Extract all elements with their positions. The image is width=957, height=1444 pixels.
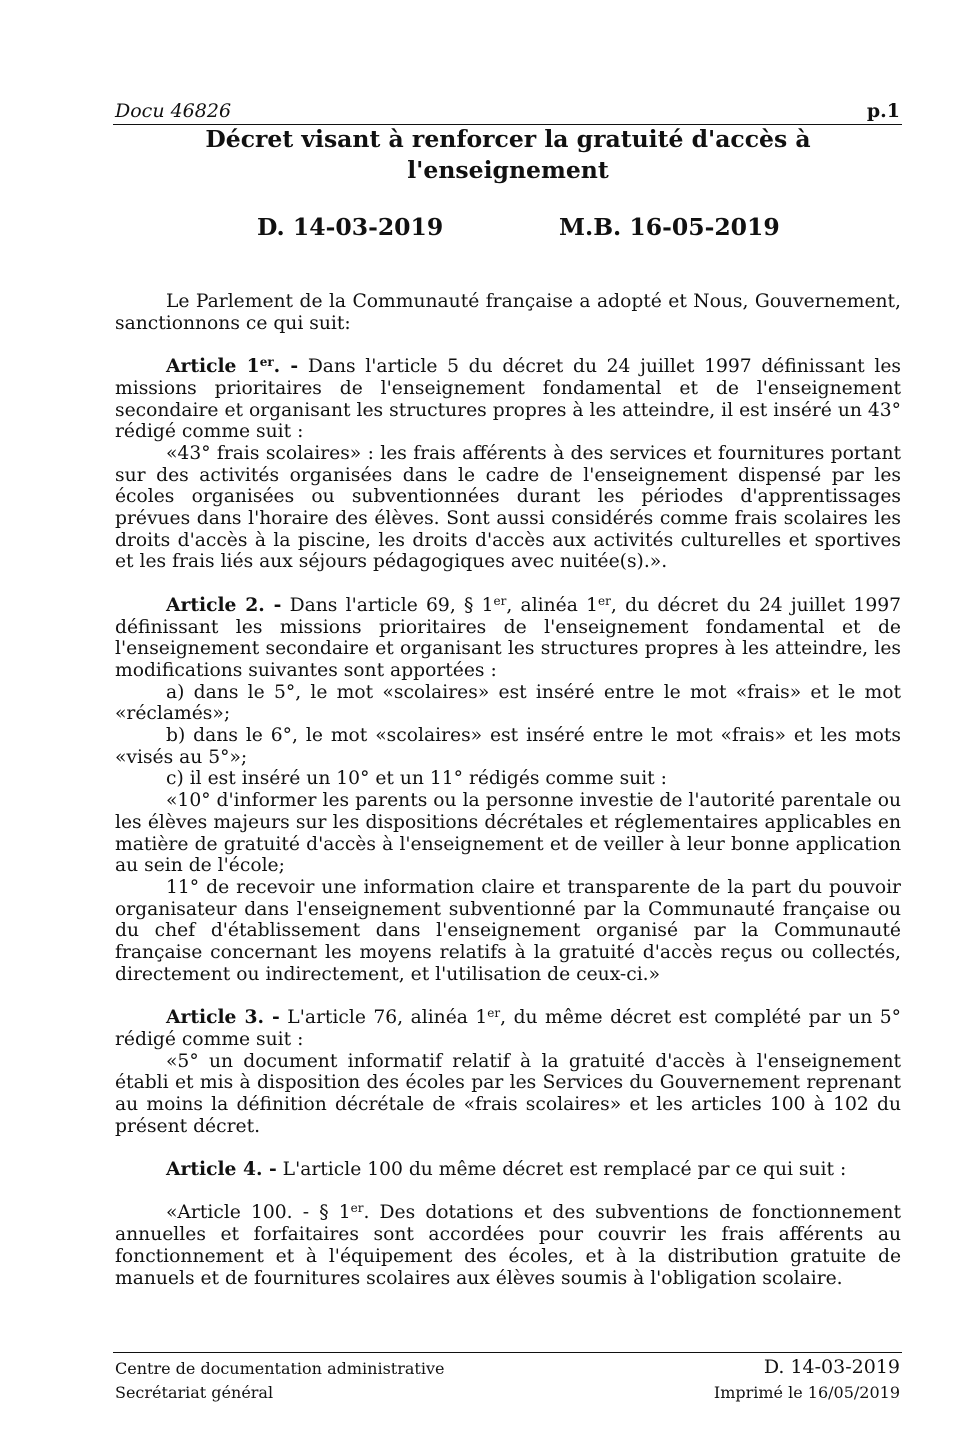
article-2-item-11: 11° de recevoir une information claire et transparente de la part du pouvoir organisateur dans l'enseignement subventionné par la Communauté française ou du chef d'établissement dans l'enseignement organisé par la Communauté française concernant les moyens relatifs à la gratuité d'accès reçus ou collectés, directement ou indirectement, et l'utilisation de ceux-ci.» bbox=[115, 876, 901, 985]
article-1-quote: «43° frais scolaires» : les frais afférents à des services et fournitures portant sur des activités organisées dans le cadre de l'enseignement dispensé par les écoles organisées ou subventionnées durant les périodes d'apprentissages prévues dans l'horaire des élèves. Sont aussi considérés comme frais scolaires les droits d'accès à la piscine, les droits d'accès aux activités culturelles et sportives et les frais liés aux séjours pédagogiques avec nuitée(s).». bbox=[115, 442, 901, 573]
footer-decree: D. 14-03-2019 bbox=[763, 1356, 900, 1378]
article-2-item-c: c) il est inséré un 10° et un 11° rédigés comme suit : bbox=[166, 768, 667, 790]
article-2-item-10: «10° d'informer les parents ou la personne investie de l'autorité parentale ou les élèves majeurs sur les dispositions décrétales et réglementaires applicables en matière de gratuité d'accès à l'enseignement et de veiller à leur bonne application au sein de l'école; bbox=[115, 790, 901, 877]
title-line-1: Décret visant à renforcer la gratuité d'accès à bbox=[205, 125, 811, 153]
page-number: p.1 bbox=[866, 100, 900, 122]
preamble: Le Parlement de la Communauté française a adopté et Nous, Gouvernement, sanctionnons ce qui suit: bbox=[115, 291, 901, 334]
page-header bbox=[113, 100, 902, 125]
moniteur-date: M.B. 16-05-2019 bbox=[559, 213, 780, 241]
document-body bbox=[115, 291, 901, 1289]
article-1 bbox=[115, 356, 901, 443]
article-2-label: Article 2. - bbox=[166, 593, 282, 616]
article-100: «Article 100. - § 1er. Des dotations et des subventions de fonctionnement annuelles et forfaitaires sont accordées pour couvrir les frais afférents au fonctionnement et à l'équipement des écoles, et à la distribution gratuite de manuels et de fournitures scolaires aux élèves soumis à l'obligation scolaire. bbox=[115, 1201, 901, 1289]
document-id: Docu 46826 bbox=[115, 100, 232, 122]
footer-department: Secrétariat général bbox=[115, 1383, 274, 1402]
article-4: Article 4. - L'article 100 du même décret est remplacé par ce qui suit : bbox=[166, 1158, 847, 1181]
article-1-label: Article 1er. - bbox=[166, 355, 299, 378]
article-3-label: Article 3. - bbox=[166, 1006, 280, 1029]
footer-organization: Centre de documentation administrative bbox=[115, 1359, 445, 1378]
document-title bbox=[150, 124, 866, 186]
footer-printed-date: Imprimé le 16/05/2019 bbox=[713, 1383, 900, 1402]
article-1-intro: Dans l'article 5 du décret du 24 juillet 1997 définissant les missions prioritaires de l'enseignement fondamental et de l'enseignement secondaire et organisant les structures propres à les atteindre, il est inséré un 43° rédigé comme suit : bbox=[115, 356, 901, 443]
decree-date: D. 14-03-2019 bbox=[257, 213, 444, 241]
article-2: Article 2. - Dans l'article 69, § 1er, alinéa 1er, du décret du 24 juillet 1997 définissant les missions prioritaires de l'enseignement fondamental et de l'enseignement secondaire et organisant les structures propres à les atteindre, les modifications suivantes sont apportées : bbox=[115, 593, 901, 681]
page-footer bbox=[113, 1352, 902, 1402]
article-3-quote: «5° un document informatif relatif à la gratuité d'accès à l'enseignement établi et mis à disposition des écoles par les Services du Gouvernement reprenant au moins la définition décrétale de «frais scolaires» et les articles 100 à 102 du présent décret. bbox=[115, 1050, 901, 1137]
article-3: Article 3. - L'article 76, alinéa 1er, du même décret est complété par un 5° rédigé comme suit : bbox=[115, 1006, 901, 1050]
article-4-label: Article 4. - bbox=[166, 1158, 277, 1181]
article-2-item-a: a) dans le 5°, le mot «scolaires» est inséré entre le mot «frais» et le mot «réclamés»; bbox=[115, 681, 901, 725]
title-line-2: l'enseignement bbox=[407, 156, 609, 184]
article-2-item-b: b) dans le 6°, le mot «scolaires» est inséré entre le mot «frais» et les mots «visés au 5°»; bbox=[115, 725, 901, 768]
